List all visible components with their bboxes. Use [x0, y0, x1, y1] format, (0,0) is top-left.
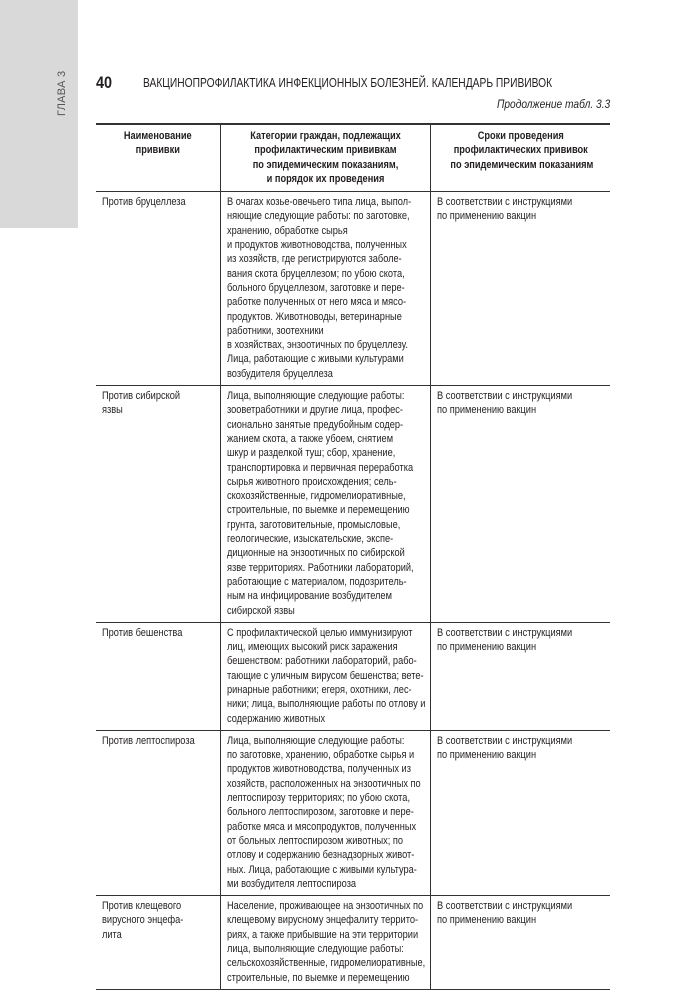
vaccine-name-cell [96, 896, 220, 990]
text-line: работке мяса и мясопродуктов, полученных [226, 820, 416, 833]
text-line: язве территориях. Работники лабораторий, [226, 561, 414, 574]
text-line: В соответствии с инструкциями [436, 734, 572, 747]
text-line: В соответствии с инструкциями [436, 900, 572, 913]
text-line: вания скота бруцеллезом; по убою скота, [226, 267, 405, 280]
text-line: Против бешенства [102, 626, 183, 639]
text-line: профилактическим прививкам [253, 144, 397, 157]
text-line: Лица, выполняющие следующие работы: [226, 390, 404, 403]
text-line: по применению вакцин [436, 404, 536, 417]
text-line: сельскохозяйственные, гидромелиоративные, [226, 957, 425, 970]
text-line: Лица, выполняющие следующие работы: [226, 734, 404, 747]
text-line: ники; лица, выполняющие работы по отлову и [226, 698, 425, 711]
text-line: В соответствии с инструкциями [436, 390, 572, 403]
text-line: клещевому вирусному энцефалиту террито- [226, 914, 418, 927]
timing-cell [430, 386, 610, 623]
text-line: бешенством: работники лабораторий, рабо- [226, 655, 417, 668]
text-line: ми возбудителя лептоспироза [226, 877, 356, 890]
table-row [96, 622, 610, 730]
text-line: транспортировка и первичная переработка [226, 461, 413, 474]
text-line: грунта, заготовительные, промысловые, [226, 518, 400, 531]
table-row [96, 730, 610, 895]
categories-cell [220, 192, 430, 386]
text-line: лица, выполняющие следующие работы: [226, 943, 404, 956]
text-line: Лица, работающие с живыми культурами [226, 353, 404, 366]
text-line: работке полученных от него мяса и мясо- [226, 296, 406, 309]
text-line: В соответствии с инструкциями [436, 196, 572, 209]
text-line: по заготовке, хранению, обработке сырья и [226, 749, 414, 762]
text-line: лиц, имеющих высокий риск заражения [226, 641, 398, 654]
text-line: скохозяйственные, гидромелиоративные, [226, 490, 406, 503]
table-continuation-caption: Продолжение табл. 3.3 [496, 97, 610, 111]
text-line: и порядок их проведения [266, 172, 384, 185]
text-line: прививки [135, 144, 180, 157]
text-line: лептоспирозу территориях; по убою скота, [226, 792, 410, 805]
table-row [96, 896, 610, 990]
text-line: продуктов животноводства, полученных из [226, 763, 411, 776]
timing-cell [430, 730, 610, 895]
text-line: Категории граждан, подлежащих [249, 130, 401, 142]
text-line: хранению, обработке сырья [226, 224, 348, 237]
text-line: вирусного энцефа- [102, 914, 184, 927]
text-line: Против сибирской [102, 390, 181, 403]
vaccine-name-cell [96, 730, 220, 895]
text-line: из хозяйств, где регистрируются заболе- [226, 253, 402, 266]
page-number: 40 [96, 73, 113, 92]
text-line: ных. Лица, работающие с живыми культура- [226, 863, 417, 876]
table-row [96, 386, 610, 623]
vaccine-name-cell [96, 192, 220, 386]
categories-cell [220, 896, 430, 990]
column-header-categories [220, 124, 430, 192]
text-line: язвы [102, 404, 123, 417]
timing-cell [430, 896, 610, 990]
column-header-timing [430, 124, 610, 192]
text-line: диционные на энзоотичных по сибирской [226, 547, 405, 560]
chapter-label: ГЛАВА 3 [56, 70, 68, 116]
text-line: риях, а также прибывшие на эти территории [226, 928, 418, 941]
text-line: по применению вакцин [436, 914, 536, 927]
text-line: продуктов. Животноводы, ветеринарные [226, 310, 402, 323]
vaccination-table [96, 123, 610, 990]
vaccine-name-cell [96, 386, 220, 623]
text-line: Против лептоспироза [102, 734, 195, 747]
text-line: по применению вакцин [436, 749, 536, 762]
text-line: по применению вакцин [436, 641, 536, 654]
text-line: Сроки проведения [477, 130, 564, 142]
text-line: больного лептоспирозом, заготовке и пере- [226, 806, 414, 819]
text-line: отлову и содержанию безнадзорных живот- [226, 849, 414, 862]
text-line: содержанию животных [226, 712, 325, 725]
text-line: ным на инфицирование возбудителем [226, 590, 392, 603]
text-line: шкур и разделкой туш; сбор, хранение, [226, 447, 395, 460]
text-line: геологические, изыскательские, экспе- [226, 533, 393, 546]
text-line: по эпидемическим показаниям [449, 158, 593, 171]
column-header-name [96, 124, 220, 192]
text-line: и продуктов животноводства, полученных [226, 239, 407, 252]
text-line: по эпидемическим показаниям, [252, 158, 398, 171]
table-row [96, 192, 610, 386]
table-header-row [96, 124, 610, 192]
text-line: сионально занятые предубойным содер- [226, 418, 403, 431]
text-line: сырья животного происхождения; сель- [226, 475, 397, 488]
text-line: хозяйств, расположенных на энзоотичных по [226, 777, 421, 790]
running-title: ВАКЦИНОПРОФИЛАКТИКА ИНФЕКЦИОННЫХ БОЛЕЗНЕЙ. КАЛЕНДАРЬ ПРИВИВОК [143, 76, 553, 90]
vaccine-name-cell [96, 622, 220, 730]
timing-cell [430, 622, 610, 730]
text-line: тающие с уличным вирусом бешенства; вете- [226, 669, 424, 682]
text-line: С профилактической целью иммунизируют [226, 626, 413, 639]
text-line: возбудителя бруцеллеза [226, 367, 333, 380]
text-line: лита [102, 928, 122, 941]
text-line: работающие с материалом, подозритель- [226, 575, 407, 588]
text-line: няющие следующие работы: по заготовке, [226, 210, 410, 223]
text-line: по применению вакцин [436, 210, 536, 223]
text-line: Население, проживающее на энзоотичных по [226, 900, 423, 913]
text-line: сибирской язвы [226, 604, 295, 617]
categories-cell [220, 386, 430, 623]
categories-cell [220, 730, 430, 895]
text-line: жанием скота, а также убоем, снятием [226, 432, 393, 445]
text-line: строительные, по выемке и перемещению [226, 971, 410, 984]
text-line: работники, зоотехники [226, 324, 324, 337]
text-line: Наименование [123, 130, 192, 142]
text-line: в хозяйствах, энзоотичных по бруцеллезу. [226, 339, 408, 352]
text-line: больного бруцеллезом, заготовке и пере- [226, 281, 405, 294]
text-line: профилактических прививок [453, 144, 588, 157]
text-line: В очагах козье-овечьего типа лица, выпол- [226, 196, 411, 209]
timing-cell [430, 192, 610, 386]
text-line: Против бруцеллеза [102, 196, 186, 209]
text-line: В соответствии с инструкциями [436, 626, 572, 639]
categories-cell [220, 622, 430, 730]
text-line: ринарные работники; егеря, охотники, лес- [226, 683, 412, 696]
text-line: Против клещевого [102, 900, 182, 913]
text-line: от больных лептоспирозом животных; по [226, 834, 403, 847]
text-line: строительные, по выемке и перемещению [226, 504, 410, 517]
text-line: зооветработники и другие лица, профес- [226, 404, 403, 417]
